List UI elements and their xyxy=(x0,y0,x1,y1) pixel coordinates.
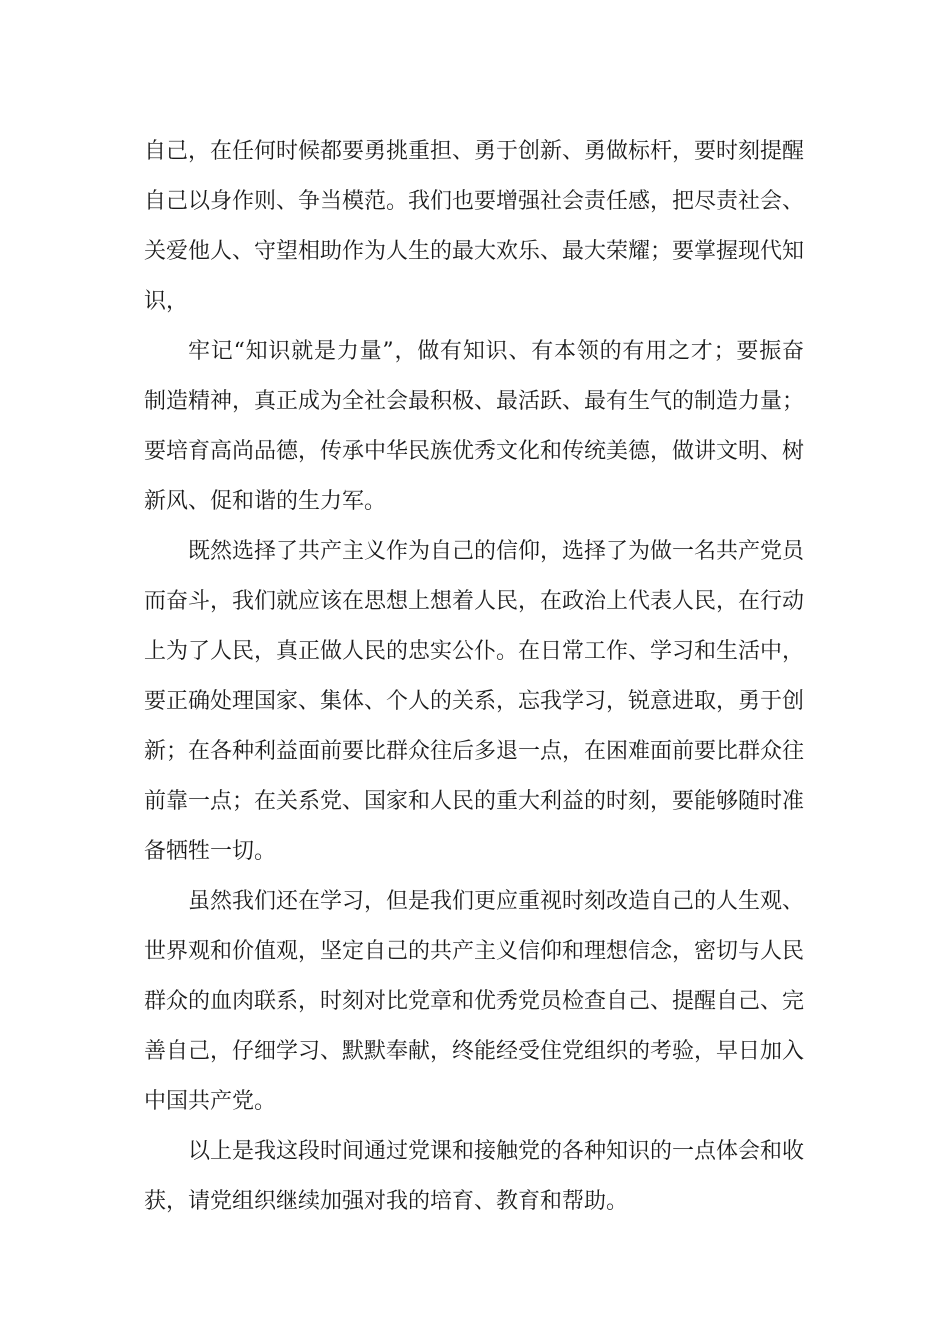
paragraph: 既然选择了共产主义作为自己的信仰，选择了为做一名共产党员而奋斗，我们就应该在思想上想着人民，在政治上代表人民，在行动上为了人民，真正做人民的忠实公仆。在日常工作、学习和生活中，要正确处理国家、集体、个人的关系，忘我学习，锐意进取，勇于创新；在各种利益面前要比群众往后多退一点，在困难面前要比群众往前靠一点；在关系党、国家和人民的重大利益的时刻，要能够随时准备牺牲一切。 xyxy=(144,539,805,864)
document-body xyxy=(144,127,804,1227)
paragraph: 牢记“知识就是力量”，做有知识、有本领的有用之才；要振奋制造精神，真正成为全社会最积极、最活跃、最有生气的制造力量；要培育高尚品德，传承中华民族优秀文化和传统美德，做讲文明、树新风、促和谐的生力军。 xyxy=(144,339,805,514)
paragraph: 虽然我们还在学习，但是我们更应重视时刻改造自己的人生观、世界观和价值观，坚定自己的共产主义信仰和理想信念，密切与人民群众的血肉联系，时刻对比党章和优秀党员检查自己、提醒自己、完善自己，仔细学习、默默奉献，终能经受住党组织的考验，早日加入中国共产党。 xyxy=(144,889,805,1114)
paragraph-continued: 自己，在任何时候都要勇挑重担、勇于创新、勇做标杆，要时刻提醒自己以身作则、争当模范。我们也要增强社会责任感，把尽责社会、关爱他人、守望相助作为人生的最大欢乐、最大荣耀；要掌握现代知识， xyxy=(144,139,805,314)
paragraph: 以上是我这段时间通过党课和接触党的各种知识的一点体会和收获，请党组织继续加强对我的培育、教育和帮助。 xyxy=(144,1139,805,1214)
